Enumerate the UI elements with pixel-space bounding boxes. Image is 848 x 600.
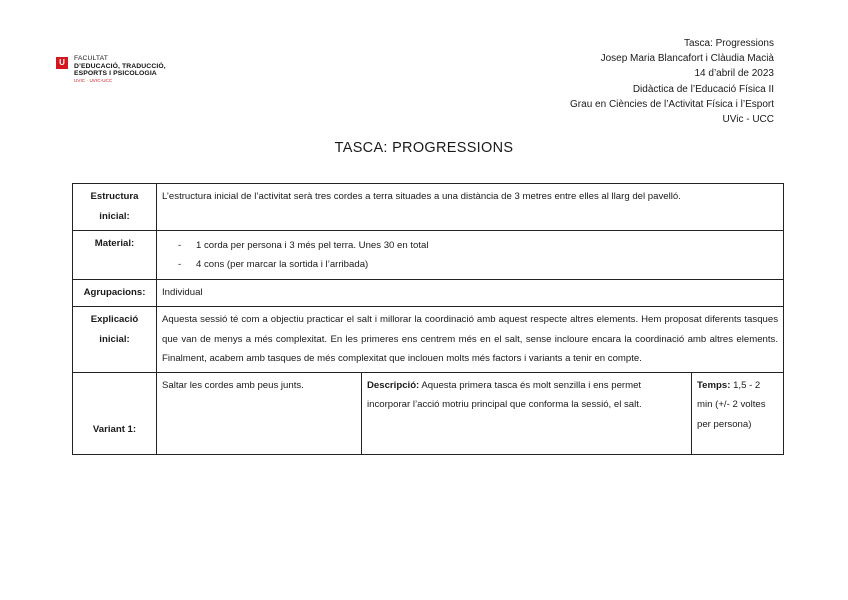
- explicacio-label: Explicació inicial:: [73, 307, 157, 373]
- explicacio-text: Aquesta sessió té com a objectiu practicar el salt i millorar la coordinació amb aquest respecte altres elements. Hem proposat diferents tasques que van de menys a més complexitat. En les primeres ens centrem més en el salt, sense incloure encara la coordinació amb altres elements. Finalment, acabem amb tasques de més complexitat que inclouen molts més factors i variants a tenir en compte.: [157, 307, 784, 373]
- header-university: UVic - UCC: [722, 114, 774, 126]
- material-label: Material:: [73, 231, 157, 280]
- material-list: [157, 231, 784, 280]
- estructura-text: L’estructura inicial de l’activitat serà tres cordes a terra situades a una distància de 3 metres entre elles al llarg del pavelló.: [157, 184, 784, 231]
- variant-1-task: Saltar les cordes amb peus junts.: [157, 372, 362, 454]
- header-subject: Didàctica de l’Educació Física II: [632, 83, 774, 95]
- logo-line-4: UVIC · UVIC-UCC: [74, 77, 113, 83]
- table-row-agrupacions: [73, 280, 784, 307]
- logo-line-3: ESPORTS I PSICOLOGIA: [74, 70, 157, 78]
- logo-line-1: FACULTAT: [74, 55, 109, 62]
- variant-1-description: [362, 372, 692, 454]
- description-label: Descripció:: [367, 379, 420, 391]
- page-title: TASCA: PROGRESSIONS: [334, 140, 514, 156]
- task-table: [72, 183, 784, 455]
- table-row-explicacio: [73, 307, 784, 373]
- table-row-estructura: [73, 184, 784, 231]
- header-task: Tasca: Progressions: [683, 38, 774, 49]
- document-header: [570, 36, 774, 127]
- faculty-logo: [56, 55, 166, 84]
- list-item: - 1 corda per persona i 3 més pel terra. Unes 30 en total: [178, 240, 429, 251]
- header-authors: Josep Maria Blancafort i Clàudia Macià: [600, 53, 774, 65]
- agrupacions-text: Individual: [157, 280, 784, 307]
- description-text: Aquesta primera tasca és molt senzilla i ens permet incorporar l’acció motriu principal que conforma la sessió, el salt.: [367, 379, 642, 410]
- agrupacions-label: Agrupacions:: [73, 280, 157, 307]
- header-date: 14 d’abril de 2023: [694, 68, 774, 80]
- header-degree: Grau en Ciències de l’Activitat Física i l’Esport: [570, 98, 774, 110]
- list-item: - 4 cons (per marcar la sortida i l’arribada): [178, 259, 369, 270]
- variant-1-label: Variant 1:: [73, 372, 157, 454]
- logo-line-2: D’EDUCACIÓ, TRADUCCIÓ,: [74, 62, 166, 70]
- material-item-1: 1 corda per persona i 3 més pel terra. Unes 30 en total: [196, 240, 429, 251]
- variant-1-time: [692, 372, 784, 454]
- logo-text: [74, 55, 166, 84]
- table-row-material: [73, 231, 784, 280]
- time-label: Temps:: [697, 379, 731, 391]
- estructura-label: Estructura inicial:: [73, 184, 157, 231]
- table-row-variant-1: [73, 372, 784, 454]
- time-text: 1,5 - 2 min (+/- 2 voltes per persona): [697, 379, 766, 430]
- uvic-logo-icon: U: [56, 57, 68, 69]
- material-item-2: 4 cons (per marcar la sortida i l’arribada): [196, 259, 369, 270]
